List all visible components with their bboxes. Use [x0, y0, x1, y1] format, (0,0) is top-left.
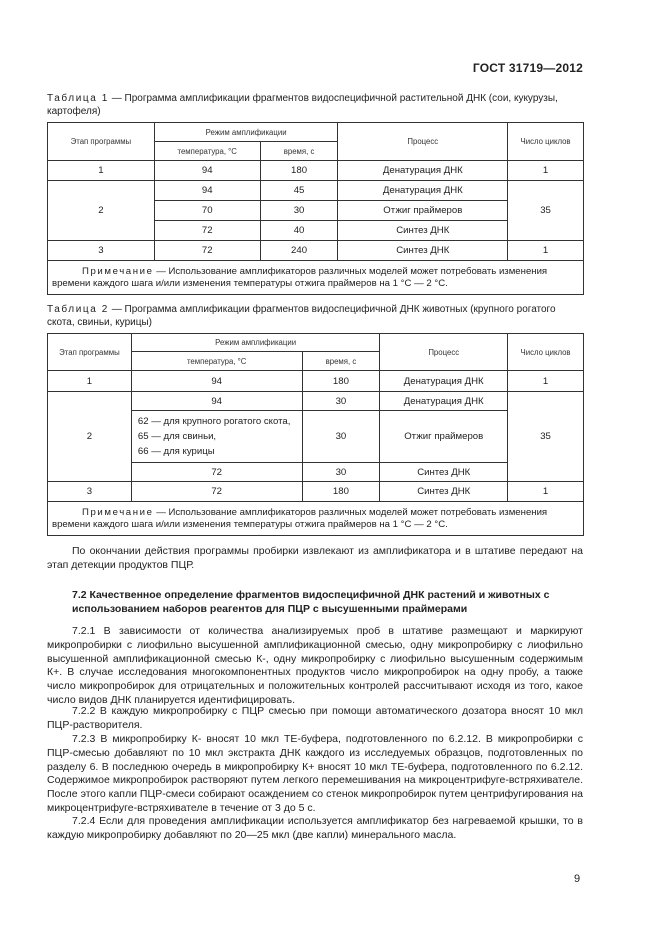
paragraph-after-tables — [47, 545, 583, 573]
paragraph-7-2-3-text: 7.2.3 В микропробирку К- вносят 10 мкл ТЕ-буфера, подготовленного по 6.2.12. В микропробирки с ПЦР-смесью добавляют по 10 мкл экстракта ДНК каждого из исследуемых образцов, подготовленных по разделу 6. В последнюю очередь в микропробирку К+ вносят 10 мкл ТЕ-буфера, подготовленного по 6.2.12. Содержимое микропробирок растворяют путем легкого перемешивания на микроцентрифуге-встряхивателе. После этого капли ПЦР-смеси собирают осаждением со стенок микропробирок путем центрифугирования на микроцентрифуге-встряхивателе в течение от 3 до 5 с. — [47, 733, 583, 814]
table1-cell-temp: 72 — [154, 241, 260, 261]
table2-cell-cycles: 1 — [508, 371, 584, 392]
paragraph-7-2-1-text: 7.2.1 В зависимости от количества анализируемых проб в штативе размещают и маркируют микропробирки с лиофильно высушенной амплификационной смесью, одну микропробирку с лиофильно высушенной амплификационной смесью К-, одну микропробирку с лиофильно высушенным содержимым К+. В случае исследования многокомпонентных продуктов число микропробирок на одну пробу, а также число микропробирок для отрицательных и положительных контролей рассчитывают исходя из того, какое число видов ДНК планируется идентифицировать. — [47, 625, 583, 706]
table1-note — [48, 261, 584, 295]
table2-cell-stage: 2 — [48, 392, 132, 482]
table2-cell-process: Денатурация ДНК — [380, 371, 508, 392]
table1-cell-temp: 70 — [154, 201, 260, 221]
table2-cell-temp: 94 — [131, 371, 302, 392]
paragraph-after-tables-text: По окончании действия программы пробирки извлекают из амплификатора и в штативе передают на этап детекции продуктов ПЦР. — [47, 545, 583, 571]
table2-header-time: время, с — [302, 352, 380, 371]
table2-header-cycles: Число циклов — [508, 334, 584, 371]
table1-cell-time: 40 — [260, 221, 338, 241]
table2-cell-temp: 72 — [131, 463, 302, 482]
table1-cell-process: Синтез ДНК — [338, 221, 508, 241]
table2-cell-stage: 1 — [48, 371, 132, 392]
table1-header-process: Процесс — [338, 123, 508, 161]
table1-header-cycles: Число циклов — [508, 123, 584, 161]
paragraph-7-2-2 — [47, 705, 583, 733]
table1-cell-process: Денатурация ДНК — [338, 181, 508, 201]
table2-cell-stage: 3 — [48, 482, 132, 502]
table2-cell-time: 30 — [302, 463, 380, 482]
paragraph-7-2-4 — [47, 815, 583, 843]
table2-cell-process: Отжиг праймеров — [380, 411, 508, 463]
table-row — [48, 161, 584, 181]
table2-header-stage: Этап программы — [48, 334, 132, 371]
table1-note-text: — Использование амплификаторов различных моделей может потребовать изменения времени каждого шага и/или изменения температуры отжига праймеров на 1 °С — 2 °С. — [52, 266, 548, 289]
table2-caption — [47, 303, 579, 329]
table1-header-temp: температура, °С — [154, 142, 260, 161]
table2-note-label: Примечание — [82, 507, 154, 518]
table2-cell-temp-multi — [131, 411, 302, 463]
paragraph-7-2-2-text: 7.2.2 В каждую микропробирку с ПЦР смесью при помощи автоматического дозатора вносят 10 мкл ПЦР-растворителя. — [47, 705, 583, 731]
table1-cell-cycles: 35 — [508, 181, 584, 241]
section-heading: 7.2 Качественное определение фрагментов видоспецифичной ДНК растений и животных с использованием наборов реагентов для ПЦР с высушенными праймерами — [72, 589, 550, 615]
table1-cell-time: 45 — [260, 181, 338, 201]
table2-cell-cycles: 1 — [508, 482, 584, 502]
table1-cell-temp: 72 — [154, 221, 260, 241]
paragraph-7-2-3 — [47, 733, 583, 816]
table1-caption — [47, 92, 579, 118]
table2-header-process: Процесс — [380, 334, 508, 371]
table-row — [48, 181, 584, 201]
table1-cell-process: Денатурация ДНК — [338, 161, 508, 181]
table1-note-label: Примечание — [82, 266, 154, 277]
table2-note-text: — Использование амплификаторов различных моделей может потребовать изменения времени каждого шага и/или изменения температуры отжига праймеров на 1 °С — 2 °С. — [52, 507, 548, 530]
table2-note — [48, 502, 584, 536]
table1-cell-time: 180 — [260, 161, 338, 181]
paragraph-7-2-4-text: 7.2.4 Если для проведения амплификации используется амплификатор без нагреваемой крышки, то в каждую микропробирку добавляют по 20—25 мкл (две капли) минерального масла. — [47, 815, 583, 841]
table1-cell-stage: 1 — [48, 161, 155, 181]
table1-cell-cycles: 1 — [508, 241, 584, 261]
table2-cell-process: Денатурация ДНК — [380, 392, 508, 411]
table2-cell-time: 30 — [302, 411, 380, 463]
temp-line-cattle: 62 — для крупного рогатого скота, — [137, 416, 291, 427]
table1-cell-time: 240 — [260, 241, 338, 261]
table2-cell-time: 180 — [302, 371, 380, 392]
standard-header: ГОСТ 31719—2012 — [472, 61, 583, 75]
table2-caption-text: — Программа амплификации фрагментов видоспецифичной ДНК животных (крупного рогатого скота, свиньи, курицы) — [47, 304, 556, 328]
table2-cell-cycles: 35 — [508, 392, 584, 482]
table1-cell-stage: 3 — [48, 241, 155, 261]
table2-cell-time: 180 — [302, 482, 380, 502]
table1-header-time: время, с — [260, 142, 338, 161]
table2-header-temp: температура, °С — [131, 352, 302, 371]
table1 — [47, 122, 584, 295]
table1-cell-stage: 2 — [48, 181, 155, 241]
page-number: 9 — [574, 873, 581, 885]
table1-cell-process: Отжиг праймеров — [338, 201, 508, 221]
table1-cell-cycles: 1 — [508, 161, 584, 181]
temp-line-chicken: 66 — для курицы — [137, 446, 215, 457]
table-row — [48, 371, 584, 392]
table2 — [47, 333, 584, 536]
table2-cell-process: Синтез ДНК — [380, 482, 508, 502]
table-row — [48, 482, 584, 502]
table2-cell-temp: 94 — [131, 392, 302, 411]
table1-header-stage: Этап программы — [48, 123, 155, 161]
table-row — [48, 241, 584, 261]
table1-cell-process: Синтез ДНК — [338, 241, 508, 261]
temp-line-pig: 65 — для свиньи, — [137, 431, 217, 442]
table2-cell-time: 30 — [302, 392, 380, 411]
table2-cell-process: Синтез ДНК — [380, 463, 508, 482]
paragraph-7-2-1 — [47, 625, 583, 708]
table1-cell-time: 30 — [260, 201, 338, 221]
table2-header-mode: Режим амплификации — [131, 334, 379, 352]
table2-caption-label: Таблица 2 — [47, 304, 109, 315]
table1-cell-temp: 94 — [154, 161, 260, 181]
table1-cell-temp: 94 — [154, 181, 260, 201]
table1-caption-label: Таблица 1 — [47, 93, 109, 104]
table-row — [48, 392, 584, 411]
table1-header-mode: Режим амплификации — [154, 123, 338, 142]
table2-cell-temp: 72 — [131, 482, 302, 502]
table1-caption-text: — Программа амплификации фрагментов видоспецифичной растительной ДНК (сои, кукурузы, картофеля) — [47, 93, 558, 117]
